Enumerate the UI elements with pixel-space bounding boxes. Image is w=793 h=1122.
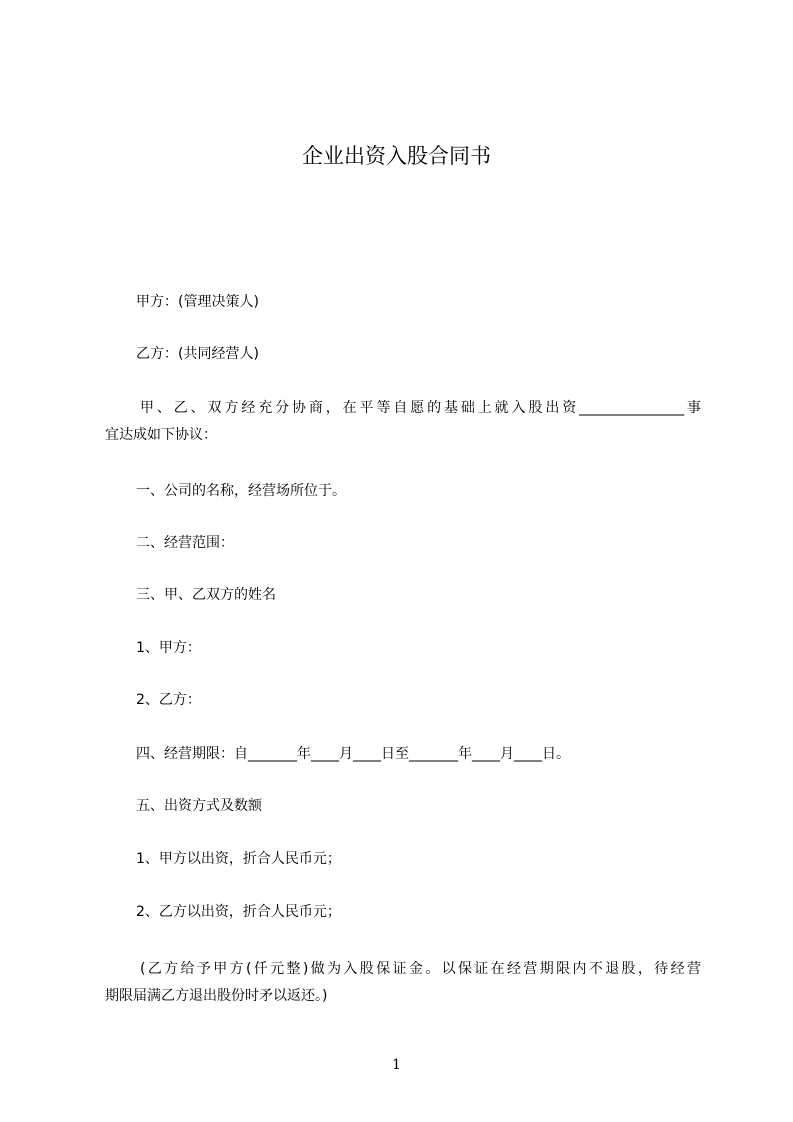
page-number: 1: [392, 1057, 401, 1073]
clause-1: 一、公司的名称，经营场所位于。: [136, 483, 346, 499]
clause-5: 五、出资方式及数额: [136, 798, 262, 814]
intro-paragraph: [105, 395, 701, 449]
clause-2: 二、经营范围：: [136, 535, 234, 551]
party-a-line: 甲方：(管理决策人): [136, 294, 259, 310]
clause-5-item-2: 2、乙方以出资，折合人民币元；: [136, 904, 341, 920]
intro-line-1: 甲、乙、双方经充分协商，在平等自愿的基础上就入股出资_______________事: [140, 400, 701, 416]
clause-3-item-2: 2、乙方：: [136, 692, 201, 708]
deposit-note-line-2: 期限届满乙方退出股份时矛以返还。): [105, 988, 328, 1004]
deposit-note-line-1: (乙方给予甲方(仟元整)做为入股保证金。以保证在经营期限内不退股，待经营: [140, 961, 701, 977]
clause-5-item-1: 1、甲方以出资，折合人民币元；: [136, 851, 341, 867]
party-b-line: 乙方：(共同经营人): [136, 346, 259, 362]
clause-3-item-1: 1、甲方：: [136, 640, 201, 656]
intro-line-2: 宜达成如下协议：: [105, 427, 217, 443]
deposit-note-paragraph: [105, 956, 701, 1010]
clause-3: 三、甲、乙双方的姓名: [136, 587, 276, 603]
document-title: 企业出资入股合同书: [302, 144, 491, 168]
clause-4: 四、经营期限：自_______年____月____日至_______年____月____日。: [136, 746, 570, 762]
